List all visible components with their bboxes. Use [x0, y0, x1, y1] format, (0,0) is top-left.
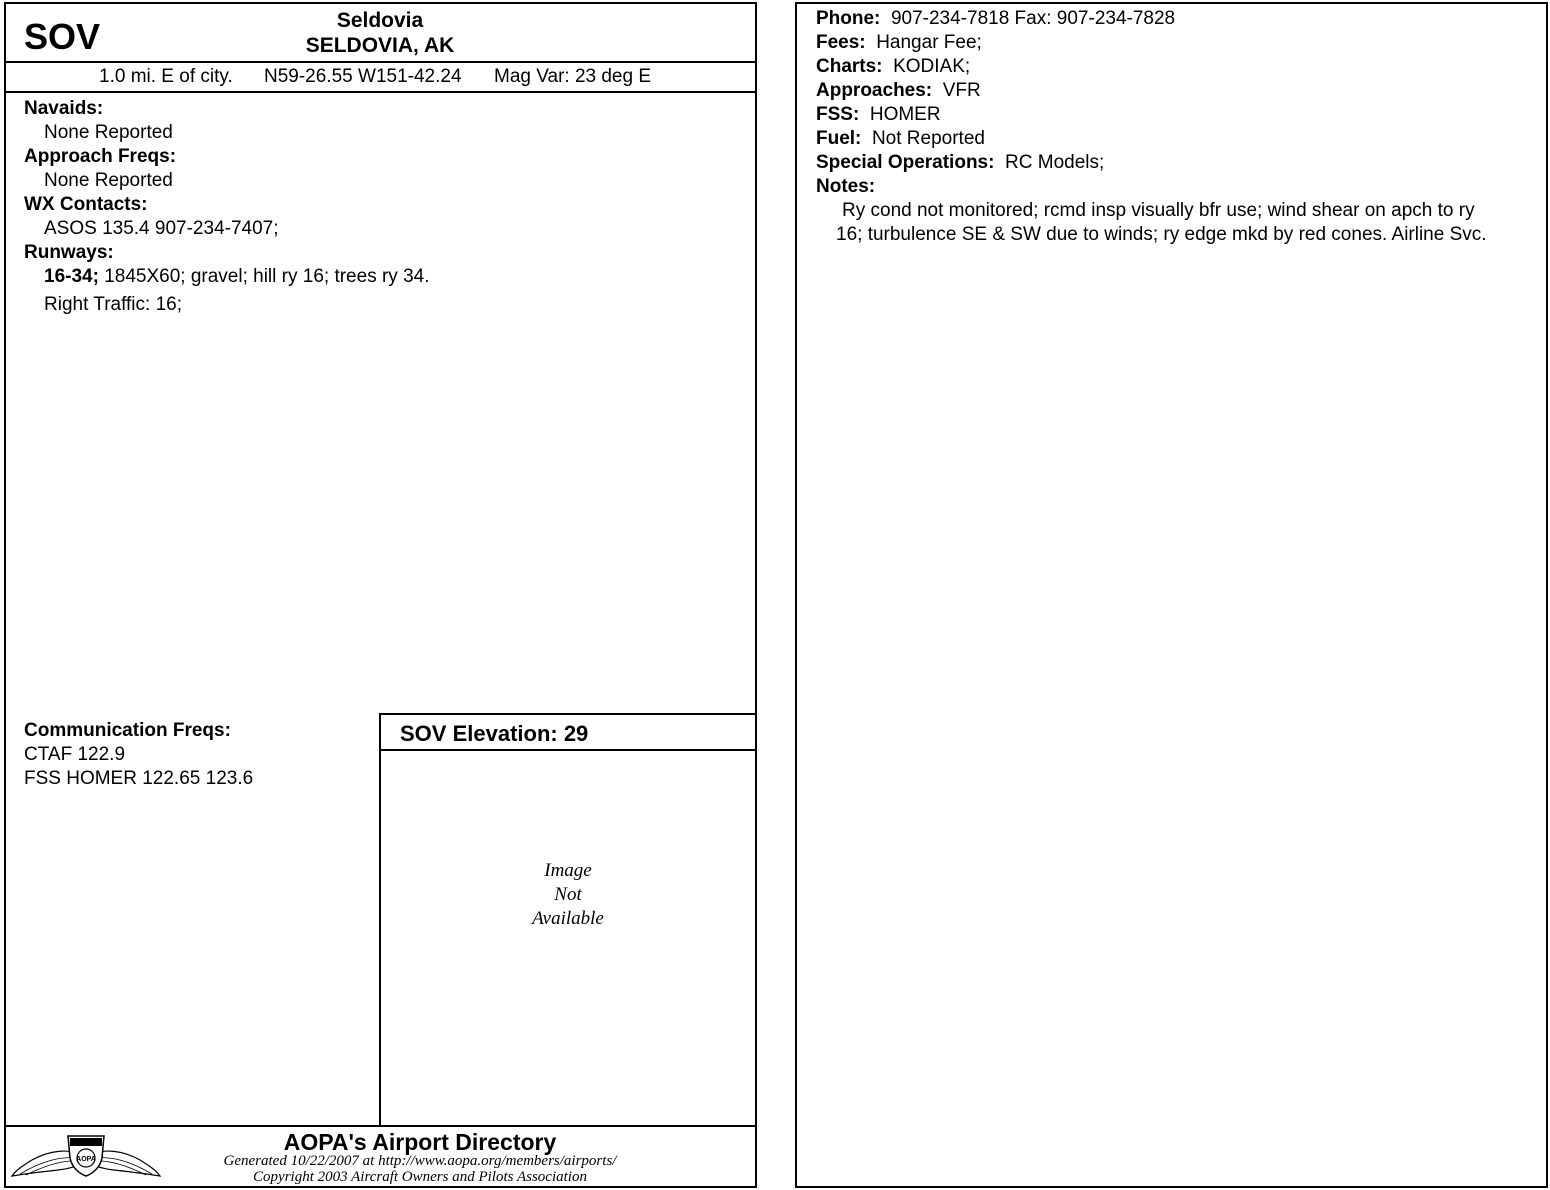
elevation-title-divider	[379, 749, 757, 751]
charts-row	[816, 55, 970, 79]
runway-id: 16-34;	[44, 266, 99, 287]
special-ops-row	[816, 151, 1104, 175]
image-placeholder-line: Not	[554, 884, 582, 905]
wx-contacts-value: ASOS 135.4 907-234-7407;	[44, 218, 279, 239]
runway-entry	[44, 265, 430, 289]
notes-line: 16; turbulence SE & SW due to winds; ry edge mkd by red cones. Airline Svc.	[836, 224, 1487, 245]
footer-divider	[4, 1125, 757, 1127]
phone-value: 907-234-7818 Fax: 907-234-7828	[890, 8, 1176, 29]
phone-label: Phone:	[816, 8, 881, 29]
navaids-value: None Reported	[44, 122, 173, 143]
location-text: 1.0 mi. E of city.	[99, 66, 233, 87]
notes-line: Ry cond not monitored; rcmd insp visually bfr use; wind shear on apch to ry	[842, 200, 1475, 221]
right-traffic: Right Traffic: 16;	[44, 294, 182, 315]
footer-copyright: Copyright 2003 Aircraft Owners and Pilots Association	[253, 1169, 587, 1185]
approaches-label: Approaches:	[816, 80, 933, 101]
footer-title: AOPA's Airport Directory	[283, 1129, 557, 1155]
fees-label: Fees:	[816, 32, 866, 53]
approaches-value: VFR	[942, 80, 981, 101]
special-ops-value: RC Models;	[1005, 152, 1105, 173]
header-divider	[4, 61, 757, 63]
fuel-value: Not Reported	[871, 128, 985, 149]
elevation-title: SOV Elevation: 29	[400, 721, 589, 746]
fss-value: HOMER	[869, 104, 941, 125]
comm-freq-ctaf: CTAF 122.9	[24, 744, 126, 765]
elevation-top-border	[379, 713, 757, 715]
mag-var: Mag Var: 23 deg E	[494, 66, 652, 87]
footer-generated: Generated 10/22/2007 at http://www.aopa.org/members/airports/	[223, 1153, 617, 1169]
fss-label: FSS:	[816, 104, 860, 125]
airport-code: SOV	[24, 16, 101, 57]
image-placeholder	[381, 859, 755, 931]
special-ops-label: Special Operations:	[816, 152, 995, 173]
fss-row	[816, 103, 941, 127]
notes-label: Notes:	[816, 176, 876, 197]
runway-description: 1845X60; gravel; hill ry 16; trees ry 34.	[104, 266, 430, 287]
comm-freq-fss: FSS HOMER 122.65 123.6	[24, 768, 254, 789]
charts-label: Charts:	[816, 56, 883, 77]
aopa-wings-logo	[10, 1130, 162, 1182]
coordinates: N59-26.55 W151-42.24	[264, 66, 462, 87]
airport-city: Seldovia	[336, 9, 424, 32]
runways-label: Runways:	[24, 242, 114, 263]
approaches-row	[816, 79, 981, 103]
comm-freqs-label: Communication Freqs:	[24, 720, 231, 741]
navaids-label: Navaids:	[24, 98, 104, 119]
image-placeholder-line: Available	[532, 908, 604, 929]
fuel-row	[816, 127, 985, 151]
fuel-label: Fuel:	[816, 128, 862, 149]
aopa-logo-text: AOPA	[76, 1156, 96, 1163]
right-panel	[795, 2, 1548, 1188]
location-divider	[4, 91, 757, 93]
image-placeholder-line: Image	[544, 860, 592, 881]
wx-contacts-label: WX Contacts:	[24, 194, 148, 215]
airport-city-state: SELDOVIA, AK	[305, 34, 455, 57]
charts-value: KODIAK;	[893, 56, 971, 77]
approach-freqs-label: Approach Freqs:	[24, 146, 177, 167]
fees-row	[816, 31, 982, 55]
phone-row	[816, 7, 1175, 31]
fees-value: Hangar Fee;	[876, 32, 982, 53]
approach-freqs-value: None Reported	[44, 170, 173, 191]
